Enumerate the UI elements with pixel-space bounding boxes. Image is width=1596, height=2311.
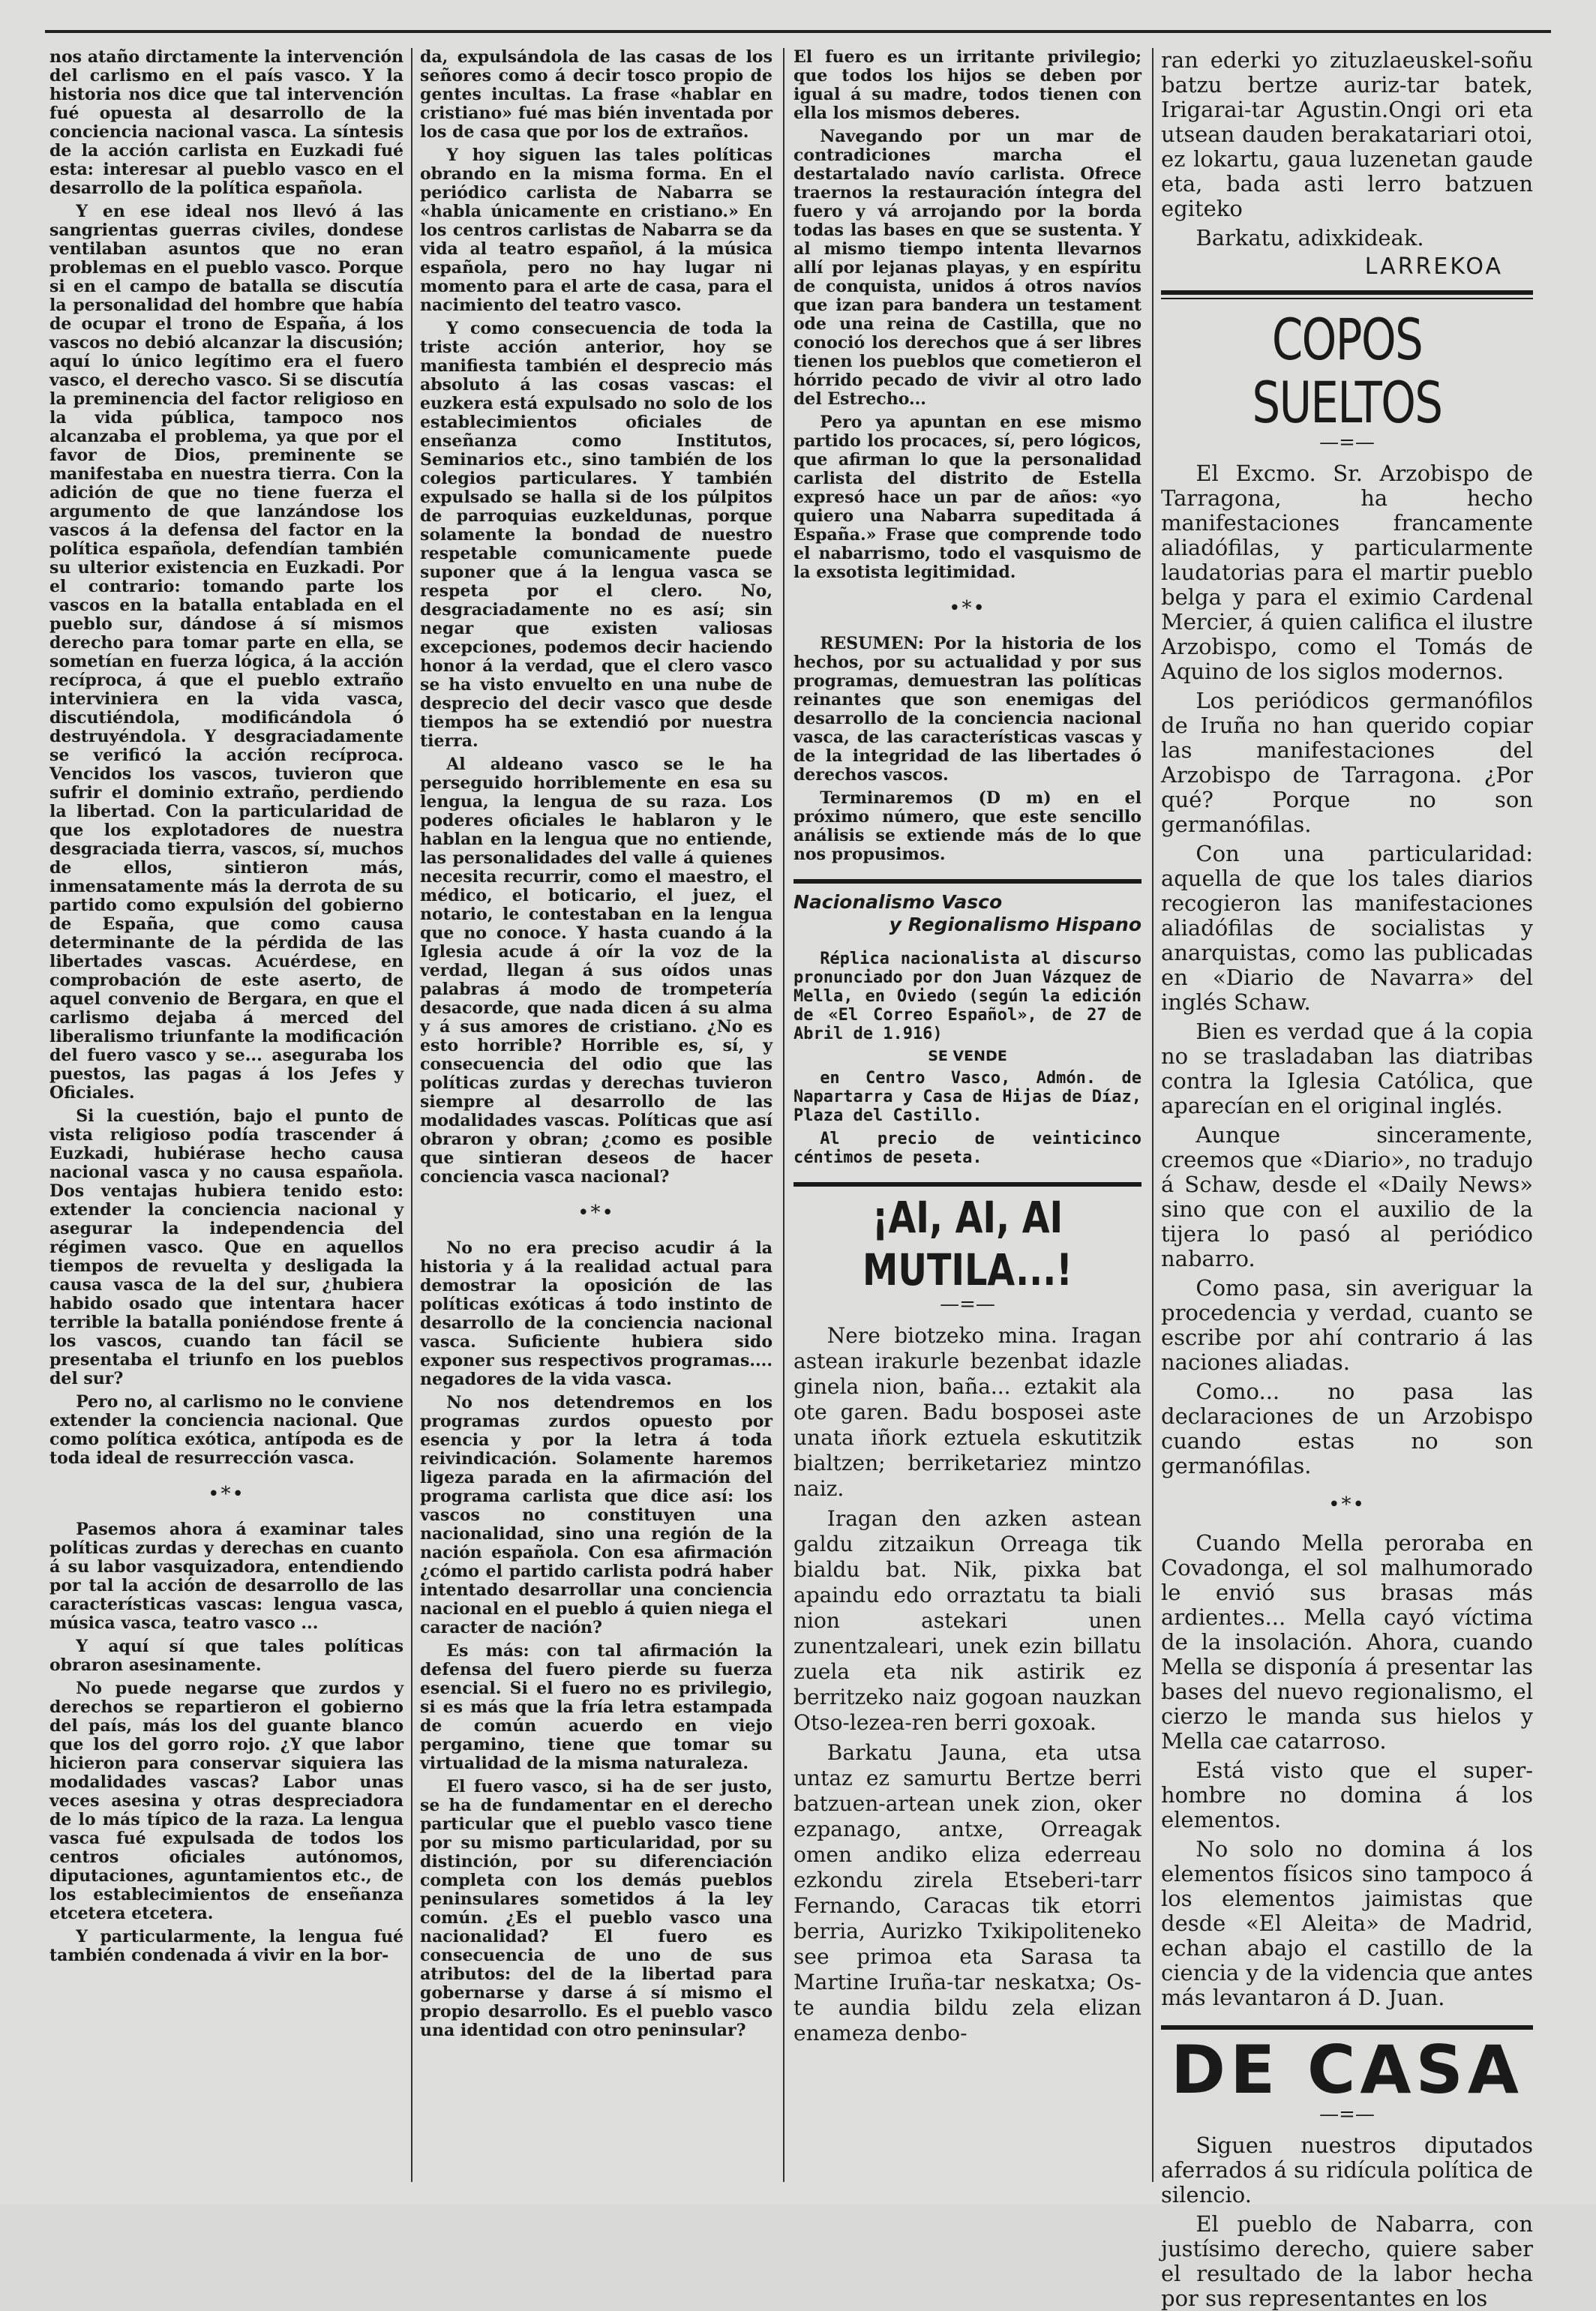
section-rule <box>1161 2025 1533 2030</box>
box-top-rule <box>794 879 1142 884</box>
headline-dash: —=— <box>1319 2103 1375 2126</box>
paragraph: ran ederki yo zituzlaeuskel-soñu batzu bertze auriz-tar batek, Irigarai-tar Agustin.Ongi ori eta utsean dauden berakatariari otoi, ez lokartu, gaua luzenetan gaude eta, bada asti lerro batzuen egiteko <box>1161 47 1533 221</box>
paragraph: Bien es verdad que á la copia no se trasladaban las diatribas contra la Iglesia Católica, que aparecían en el original inglés. <box>1161 1019 1533 1118</box>
advert-places: en Centro Vasco, Admón. de Napartarra y Casa de Hijas de Díaz, Plaza del Castillo. <box>794 1069 1142 1125</box>
headline-de-casa: DE CASA <box>1171 2031 1523 2108</box>
box-bottom-rule <box>794 1182 1142 1187</box>
paragraph: Al aldeano vasco se le ha perseguido horriblemente en esa su lengua, la lengua de su raza. Los poderes oficiales le hablaron y le hablan en la lengua que no entiende, las personalidades del valle á quienes necesita recurrir, como el maestro, el médico, el boticario, el juez, el notario, le contestaban en la lengua que no conoce. Y hasta cuando á la Iglesia acude á oír la voz de la verdad, llegan á sus oídos unas palabras á modo de trompetería desacorde, que nada dicen á su alma y á sus amores de cristiano. ¿No es esto horrible? Horrible es, sí, y consecuencia del odio que las políticas zurdas y derechas tuvieron siempre al desarrollo de las modalidades vascas. Políticas que así obraron y obran; ¿como es posible que sintieran deseos de hacer conciencia vasca nacional? <box>420 755 772 1187</box>
paragraph: Pero no, al carlismo no le conviene extender la conciencia nacional. Que como política exótica, antípoda es de toda ideal de resurrección vasca. <box>50 1392 404 1468</box>
advert-subtitle: y Regionalismo Hispano <box>889 914 1142 935</box>
headline-dash: —=— <box>1319 431 1375 454</box>
signoff: Barkatu, adixkideak. <box>1196 225 1424 251</box>
paragraph: Iragan den azken astean galdu zitzaikun Orreaga tik bialdu bat. Nik, pixka bat apaindu edo orraztatu ta biali nion astekari unen zunentzaleari, unek ezin billatu zuela eta nik astirik ez berritzeko naiz gogoan nauzkan Otso-lezea-ren berri goxoak. <box>794 1506 1142 1735</box>
resumen-paragraph: RESUMEN: Por la historia de los hechos, por su actualidad y por sus programas, demuestran las políticas reinantes que son enemigas del desarrollo de la conciencia nacional vasca, de las características vascas y de la integridad de las libertades ó derechos vascos. <box>794 634 1142 785</box>
paragraph: Terminaremos (D m) en el próximo número, que este sencillo análisis se extiende más de lo que nos propusimos. <box>794 788 1142 864</box>
paragraph: Nere biotzeko mina. Iragan astean irakurle bezenbat idazle ginela nion, baña... eztakit ala ote garen. Badu bosposei aste unata iñork eztuela eskutitzik bialtzen; berriketariez mintzo naiz. <box>794 1323 1142 1501</box>
column-3 <box>794 48 1142 2189</box>
section-ornament: •*• <box>1328 1493 1366 1516</box>
headline-dash: —=— <box>940 1293 995 1316</box>
section-ornament: •*• <box>578 1202 615 1224</box>
section-ornament: •*• <box>208 1483 245 1505</box>
paragraph: nos ataño dirctamente la intervención del carlismo en el país vasco. Y la historia nos dice que tal intervención fué opuesta al desarrollo de la conciencia nacional vasca. La síntesis de la acción carlista en Euzkadi fué esta: interesar al pueblo vasco en el desarrollo de la política española. <box>50 47 404 198</box>
column-divider <box>783 48 784 2182</box>
paragraph: Si la cuestión, bajo el punto de vista religioso podía trascender á Euzkadi, hubiérase hecho causa nacional vasca y no causa española. Dos ventajas hubiera tenido esto: extender la conciencia nacional y asegurar la independencia del régimen vasco. Que en aquellos tiempos de revuelta y desligada la causa vasca de la del sur, ¿hubiera habido osado que intentara hacer terrible la batalla poniéndose frente á los vascos, cuando tan fácil se presentaba el triunfo en los pueblos del sur? <box>50 1106 404 1388</box>
paragraph: Con una particularidad: aquella de que los tales diarios recogieron las manifestaciones aliadófilas de socialistas y anarquistas, como las publicadas en «Diario de Navarra» del inglés Schaw. <box>1161 841 1533 1015</box>
paragraph: Y como consecuencia de toda la triste acción anterior, hoy se manifiesta también el desprecio más absoluto á las cosas vascas: el euzkera está expulsado no solo de los establecimientos oficiales de enseñanza como Institutos, Seminarios etc., sino también de los colegios particulares. Y también expulsado se halla si de los púlpitos de parroquias euzkeldunas, porque solamente la bondad de nuestro respetable comunicamente puede suponer que á la lengua vasca se respeta por el clero. No, desgraciadamente no es así; sin negar que existen valiosas excepciones, podemos decir haciendo honor á la verdad, que el clero vasco se ha visto envuelto en una nube de desprecio del decir vasco que desde tiempos ha se extendió por nuestra tierra. <box>420 319 772 751</box>
paragraph: Pero ya apuntan en ese mismo partido los procaces, sí, pero lógicos, que afirman lo que la personalidad carlista del distrito de Estella expresó hace un par de años: «yo quiero una Nabarra supeditada á España.» Frase que comprende todo el nabarrismo, todo el vasquismo de la exsotista legitimidad. <box>794 413 1142 582</box>
column-divider <box>1152 48 1154 2182</box>
headline-copos-sueltos: COPOS SUELTOS <box>1252 306 1442 436</box>
column-4 <box>1161 47 1533 2311</box>
paragraph: No puede negarse que zurdos y derechos se repartieron el gobierno del país, más los del guante blanco que los del gorro rojo. ¿Y que labor hicieron para conservar siquiera las modalidades vascas? Labor unas veces asesina y otras despreciadora de lo más típico de la raza. La lengua vasca fué expulsada de todos los centros oficiales autónomos, diputaciones, aguntamientos etc., de los establecimientos de enseñanza etcetera etcetera. <box>50 1679 404 1923</box>
paragraph: Y en ese ideal nos llevó á las sangrientas guerras civiles, dondese ventilaban asuntos que no eran problemas en el pueblo vasco. Porque si en el campo de batalla se discutía la personalidad del hombre que había de ocupar el trono de España, á los vascos no debió alcanzar la discusión; aquí lo único legítimo era el fuero vasco, el derecho vasco. Si se discutía la preminencia del factor religioso en la vida pública, tampoco nos alcanzaba el problema, ya que por el favor de Dios, preminente se manifestaba en nuestra tierra. Con la adición de que no tiene fuerza el argumento de que lanzándose los vascos á la defensa del factor en la política española, defendían también su ulterior existencia en Euzkadi. Por el contrario: tomando parte los vascos en la batalla entablada en el pueblo sur, dándose á sí mismos derecho para tomar parte en ella, se sometían en fuerza lógica, á la acción recíproca, á que el pueblo extraño interviniera en la vida vasca, discutiéndola, modificándola ó destruyéndola. Y desgraciadamente se verificó la acción recíproca. Vencidos los vascos, tuvieron que sufrir el dominio extraño, perdiendo la libertad. Con la particularidad de que los explotadores de nuestra desgraciada tierra, vascos, sí, muchos de ellos, sintieron más, inmensatamente más la derrota de su partido como expulsión del gobierno de España, que como causa determinante de la pérdida de las libertades vascas. Acuérdese, en comprobación de este aserto, de aquel convenio de Bergara, en que el carlismo dejaba á merced del liberalismo triunfante la modificación del fuero vasco y se... aseguraba los puestos, las pagas á los Jefes y Oficiales. <box>50 202 404 1103</box>
paragraph: Aunque sinceramente, creemos que «Diario», no tradujo á Schaw, desde el «Daily News» sino que con el auxilio de la tijera lo pasó al periódico nabarro. <box>1161 1122 1533 1271</box>
signature: LARREKOA <box>1364 254 1503 280</box>
paragraph: Barkatu Jauna, eta utsa untaz ez samurtu Bertze berri batzuen-artean unek zion, oker ezpanago, antxe, Orreagak omen andiko eliza ederreau ezkondu zirela Etseberi-tarr Fernando, Caracas tik etorri berria, Aurizko Txikipoliteneko see primoa eta Sarasa ta Martine Iruña-tar neskatxa; Os-te aundia bildu zela elizan enameza denbo- <box>794 1740 1142 2045</box>
paragraph: Es más: con tal afirmación la defensa del fuero pierde su fuerza esencial. Si el fuero no es privilegio, si es más que la fría letra estampada de común acuerdo en viejo pergamino, tiene que tomar su virtualidad de la misma naturaleza. <box>420 1641 772 1773</box>
basque-article <box>794 1323 1142 2046</box>
advert-title: Nacionalismo Vasco <box>794 891 1003 913</box>
paragraph: El fuero es un irritante privilegio; que todos los hijos se deben por igual á su madre, todos tienen con ella los mismos deberes. <box>794 47 1142 123</box>
column-1 <box>50 48 404 2189</box>
paragraph: Como... no pasa las declaraciones de un Arzobispo cuando estas no son germanófilas. <box>1161 1379 1533 1478</box>
paragraph: Y aquí sí que tales políticas obraron asesinamente. <box>50 1637 404 1675</box>
ornament-rule <box>1161 290 1533 299</box>
column-2 <box>420 48 772 2189</box>
paragraph: El Excmo. Sr. Arzobispo de Tarragona, ha hecho manifestaciones francamente aliadófilas, y particularmente laudatorias para el martir pueblo belga y para el eximio Cardenal Mercier, á quien califica el ilustre Arzobispo, como el Tomás de Aquino de los siglos modernos. <box>1161 461 1533 684</box>
paragraph: No nos detendremos en los programas zurdos opuesto por esencia y por la letra á toda reivindicación. Solamente haremos ligeza parada en la afirmación del programa carlista que dice así: los vascos no constituyen una nacionalidad, sino una región de la nación española. Con esa afirmación ¿cómo el partido carlista podrá haber intentado desarrollar una conciencia nacional en el pueblo á quien niega el caracter de nación? <box>420 1393 772 1637</box>
advert-text: Réplica nacionalista al discurso pronunciado por don Juan Vázquez de Mella, en Oviedo (según la edición de «El Correo Español», de 27 de Abril de 1.916) <box>794 950 1142 1043</box>
section-ornament: •*• <box>949 597 986 620</box>
paragraph: El fuero vasco, si ha de ser justo, se ha de fundamentar en el derecho particular que el pueblo vasco tiene por su mismo particularidad, por su distinción, por su diferenciación completa con los demás pueblos peninsulares sometidos á la ley común. ¿Es el pueblo vasco una nacionalidad? El fuero es consecuencia de uno de sus atributos: del de la libertad para gobernarse y darse á sí mismo el propio desarrollo. Es el pueblo vasco una identidad con otro peninsular? <box>420 1777 772 2040</box>
paragraph: Está visto que el super-hombre no domina á los elementos. <box>1161 1757 1533 1832</box>
book-advertisement <box>794 891 1142 1167</box>
paragraph: Y hoy siguen las tales políticas obrando en la misma forma. En el periódico carlista de Nabarra se «habla únicamente en cristiano.» En los centros carlistas de Nabarra se da vida al teatro español, á la música española, pero no hay lugar ni momento para el arte de casa, para el nacimiento del teatro vasco. <box>420 146 772 315</box>
headline-ai-mutila: ¡AI, AI, AI MUTILA...! <box>862 1192 1072 1295</box>
column-divider <box>411 48 412 2182</box>
paragraph: Como pasa, sin averiguar la procedencia y verdad, cuanto se escribe por ahí contrario á las naciones aliadas. <box>1161 1275 1533 1375</box>
paragraph: Los periódicos germanófilos de Iruña no han querido copiar las manifestaciones del Arzobispo de Tarragona. ¿Por qué? Porque no son germanófilas. <box>1161 688 1533 837</box>
advert-se-vende: SE VENDE <box>928 1048 1007 1064</box>
paragraph: No solo no domina á los elementos físicos sino tampoco á los elementos jaimistas que desde «El Aleita» de Madrid, echan abajo el castillo de la ciencia y de la videncia que antes más levantaron á D. Juan. <box>1161 1836 1533 2010</box>
paragraph: Navegando por un mar de contradiciones marcha el destartalado navío carlista. Ofrece traernos la restauración íntegra del fuero y vá arrojando por la borda todas las bases en que se sustenta. Y al mismo tiempo intenta llevarnos allí por lejanas playas, y en espíritu de conquista, unidos á otros navíos que izan para bandera un testament ode una reina de Castilla, que no conoció los derechos que á ser libres tienen los pueblos que cometieron el hórrido pecado de vivir al otro lado del Estrecho... <box>794 127 1142 409</box>
paragraph: Y particularmente, la lengua fué también condenada á vivir en la bor- <box>50 1927 404 1965</box>
paragraph: Siguen nuestros diputados aferrados á su ridícula política de silencio. <box>1161 2132 1533 2207</box>
paragraph: da, expulsándola de las casas de los señores como á decir tosco propio de gentes incultas. La frase «hablar en cristiano» fué mas bién inventada por los de casa que por los de extraños. <box>420 47 772 142</box>
advert-price: Al precio de veinticinco céntimos de peseta. <box>794 1130 1142 1167</box>
top-rule <box>45 30 1551 33</box>
paragraph: No no era preciso acudir á la historia y á la realidad actual para demostrar la oposición de las políticas exóticas á todo instinto de desarrollo de la conciencia nacional vasca. Suficiente hubiera sido exponer sus respectivos programas.... negadores de la vida vasca. <box>420 1238 772 1389</box>
paragraph: Cuando Mella peroraba en Covadonga, el sol malhumorado le envió sus brasas más ardientes... Mella cayó víctima de la insolación. Ahora, cuando Mella se disponía á presentar las bases del nuevo regionalismo, el cierzo le manda sus hielos y Mella cae catarroso. <box>1161 1530 1533 1754</box>
paragraph: Pasemos ahora á examinar tales políticas zurdas y derechas en cuanto á su labor vasquizadora, entendiendo por tal la acción de desarrollo de las características vascas: lengua vasca, música vasca, teatro vasco ... <box>50 1520 404 1633</box>
paragraph: El pueblo de Nabarra, con justísimo derecho, quiere saber el resultado de la labor hecha por sus representantes en los <box>1161 2211 1533 2311</box>
